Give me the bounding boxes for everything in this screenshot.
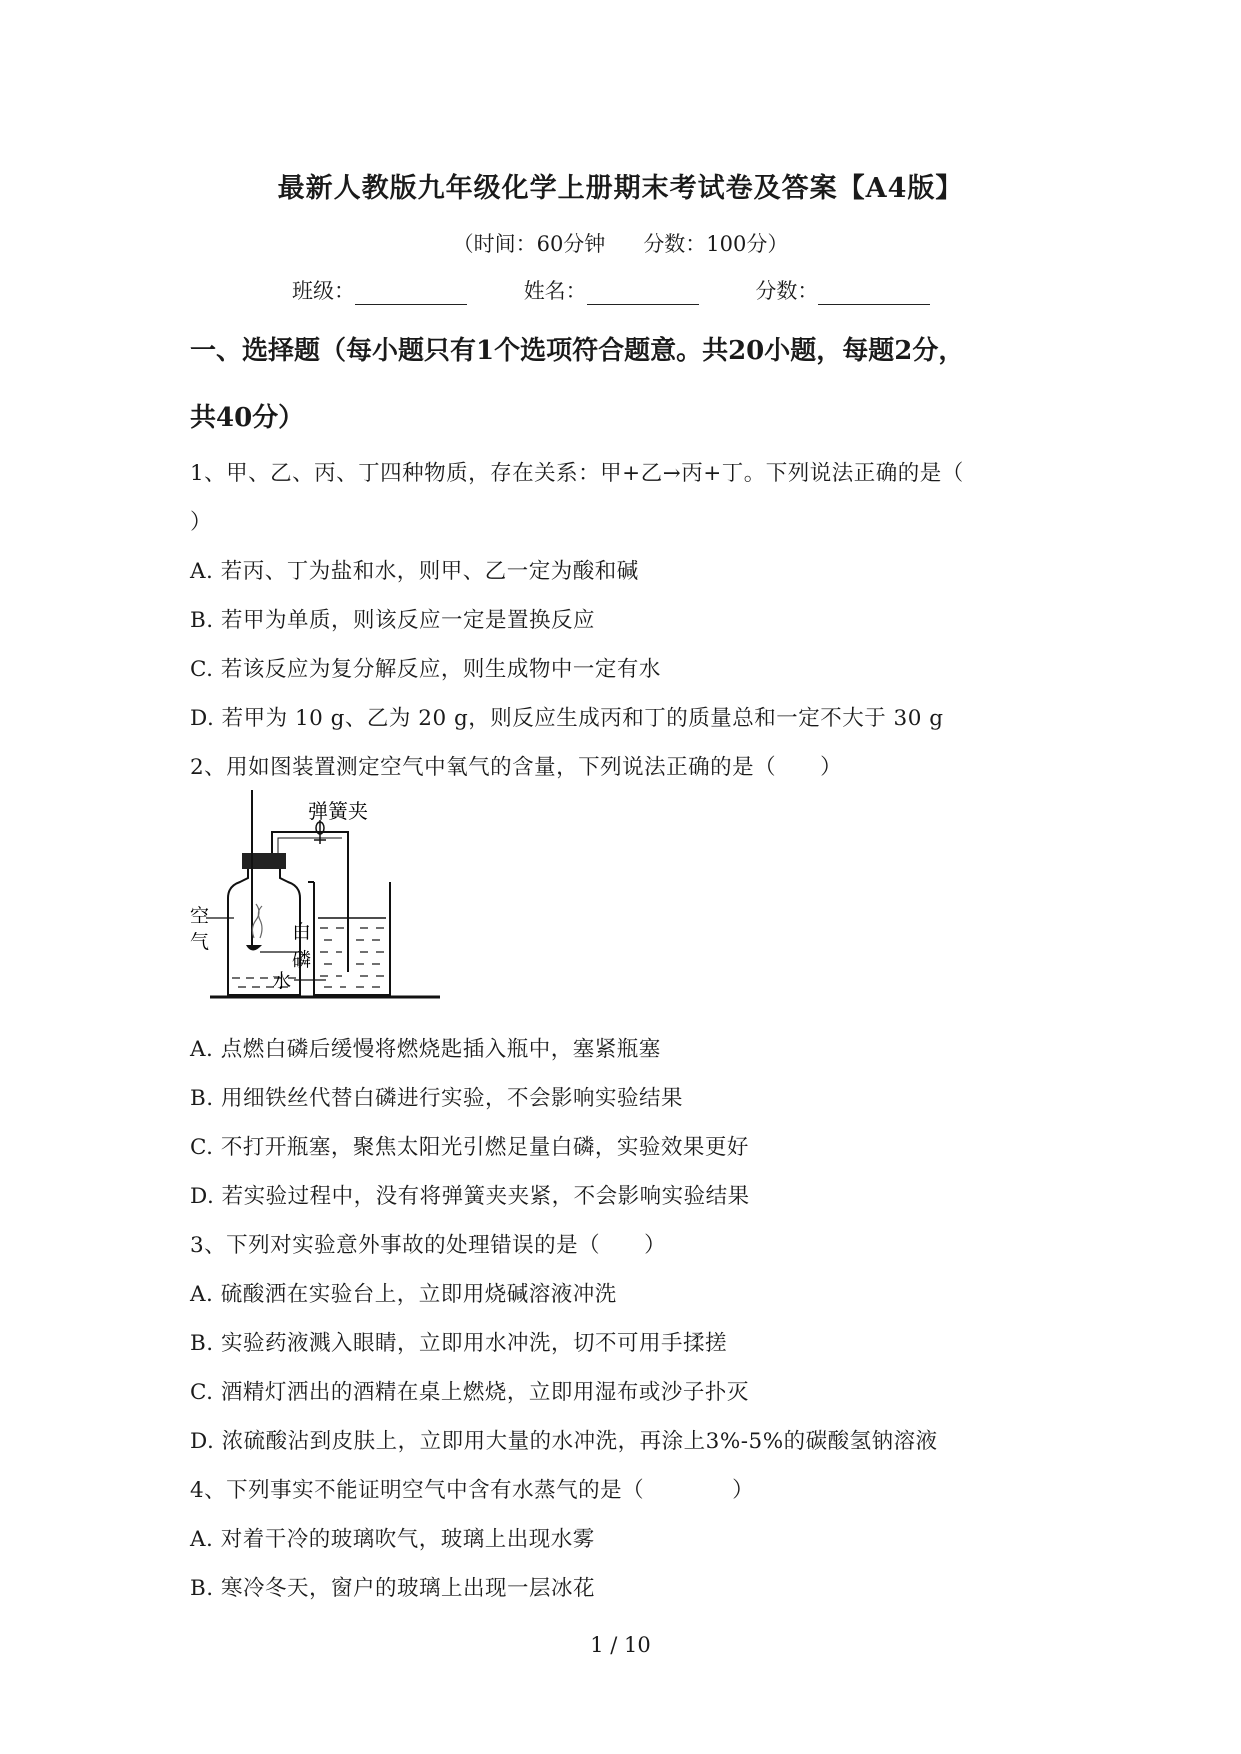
- combustion-spoon: [246, 945, 262, 951]
- q1-stem-line2: ）: [190, 510, 213, 535]
- student-fields: [292, 275, 930, 305]
- class-label: 班级：: [292, 279, 355, 303]
- q4-option-a: A. 对着干冷的玻璃吹气，玻璃上出现水雾: [190, 1527, 595, 1552]
- smoke-wisp: [258, 906, 262, 938]
- beaker-water: [318, 918, 386, 987]
- q1-option-a: A. 若丙、丁为盐和水，则甲、乙一定为酸和碱: [190, 559, 639, 584]
- tube-inner: [278, 838, 342, 853]
- name-label: 姓名：: [523, 279, 587, 303]
- exam-time: （时间：60分钟: [452, 232, 606, 256]
- q1-option-c: C. 若该反应为复分解反应，则生成物中一定有水: [190, 657, 661, 682]
- q2-option-d: D. 若实验过程中，没有将弹簧夹夹紧，不会影响实验结果: [190, 1184, 750, 1209]
- page-title: 最新人教版九年级化学上册期末考试卷及答案【A4版】: [277, 173, 964, 204]
- q2-option-a: A. 点燃白磷后缓慢将燃烧匙插入瓶中，塞紧瓶塞: [190, 1037, 661, 1062]
- q4-option-b: B. 寒冷冬天，窗户的玻璃上出现一层冰花: [190, 1576, 595, 1601]
- oxygen-measurement-apparatus: [190, 790, 450, 1010]
- q3-option-a: A. 硫酸洒在实验台上，立即用烧碱溶液冲洗: [190, 1282, 617, 1307]
- score-field: [755, 275, 930, 305]
- clamp-label: 弹簧夹: [308, 799, 368, 823]
- q1-option-d: D. 若甲为 10 g、乙为 20 g，则反应生成丙和丁的质量总和一定不大于 30 g: [190, 706, 944, 731]
- phosphorus-label-2: 磷: [292, 949, 312, 971]
- air-label-2: 气: [190, 931, 210, 953]
- air-label-1: 空: [190, 905, 210, 927]
- beaker: [314, 882, 390, 995]
- q2-stem: 2、用如图装置测定空气中氧气的含量，下列说法正确的是（ ）: [190, 755, 843, 780]
- q3-option-d: D. 浓硫酸沾到皮肤上，立即用大量的水冲洗，再涂上3%-5%的碳酸氢钠溶液: [190, 1429, 938, 1454]
- smoke-wisp: [252, 904, 259, 938]
- q3-option-c: C. 酒精灯洒出的酒精在桌上燃烧，立即用湿布或沙子扑灭: [190, 1380, 749, 1405]
- exam-total-score: 分数：100分）: [643, 232, 789, 256]
- name-blank[interactable]: [587, 282, 699, 305]
- name-field: [524, 275, 699, 305]
- class-field: [292, 275, 467, 305]
- page-number: 1 / 10: [590, 1633, 651, 1657]
- q3-stem: 3、下列对实验意外事故的处理错误的是（ ）: [190, 1233, 667, 1258]
- class-blank[interactable]: [355, 282, 467, 305]
- q4-stem: 4、下列事实不能证明空气中含有水蒸气的是（ ）: [190, 1478, 755, 1503]
- q1-stem-line1: 1、甲、乙、丙、丁四种物质，存在关系：甲+乙→丙+丁。下列说法正确的是（: [190, 461, 964, 486]
- q2-option-c: C. 不打开瓶塞，聚焦太阳光引燃足量白磷，实验效果更好: [190, 1135, 749, 1160]
- score-label: 分数：: [755, 279, 819, 303]
- bottle-stopper: [242, 853, 286, 869]
- score-blank[interactable]: [818, 282, 930, 305]
- q2-option-b: B. 用细铁丝代替白磷进行实验，不会影响实验结果: [190, 1086, 683, 1111]
- phosphorus-label-1: 白: [292, 921, 312, 943]
- section-heading-line2: 共40分）: [190, 403, 305, 433]
- q1-option-b: B. 若甲为单质，则该反应一定是置换反应: [190, 608, 595, 633]
- section-heading-line1: 一、选择题（每小题只有1个选项符合题意。共20小题，每题2分，: [190, 336, 965, 366]
- water-label: 水: [272, 970, 292, 992]
- exam-meta: [0, 228, 1241, 258]
- q3-option-b: B. 实验药液溅入眼睛，立即用水冲洗，切不可用手揉搓: [190, 1331, 727, 1356]
